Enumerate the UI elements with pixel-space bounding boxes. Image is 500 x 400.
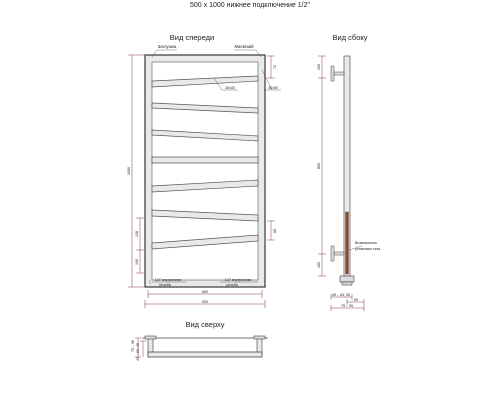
dim-side-top: 100 — [317, 64, 321, 70]
side-view — [317, 56, 380, 311]
front-view-title: Вид спереди — [169, 33, 215, 42]
dim-top-view-b: 45 – 63, 35 — [136, 343, 140, 361]
mayevsky-label: Маевский — [234, 44, 254, 49]
dim-right-gap: 68 — [273, 229, 277, 233]
heater-note-line2: установки тэна — [355, 247, 381, 251]
dim-top-view-a: 75 – 95 — [131, 340, 135, 352]
dim-side-depth-small: 45 – 63, 35 — [332, 293, 350, 297]
top-view-bar — [148, 352, 262, 357]
dim-width-outer: 530 — [202, 300, 208, 304]
thread-right-line1: 1/2" внутренняя — [224, 278, 252, 282]
drawing-title: 500 x 1000 нижнее подключение 1/2" — [190, 2, 310, 9]
thread-left-line1: 1/2" внутренняя — [154, 278, 182, 282]
dim-width-inner: 500 — [202, 290, 208, 294]
dim-side-depth-total: 75 – 95 — [341, 304, 353, 308]
dim-side-bottom: 100 — [317, 262, 321, 268]
profile-b-label: 30х50 — [268, 86, 278, 90]
dim-top-gap: 72 — [273, 65, 277, 69]
heater-element — [346, 212, 349, 274]
top-view — [131, 336, 268, 361]
dim-side-depth-mid: 60 — [354, 298, 358, 302]
top-view-title: Вид сверху — [185, 320, 225, 329]
thread-right-line2: резьба — [226, 283, 238, 287]
profile-a-label: 30х30 — [225, 86, 235, 90]
side-view-title: Вид сбоку — [332, 33, 368, 42]
dim-left-bottom: 100 — [135, 259, 139, 265]
front-view — [127, 44, 281, 308]
dim-side-mid: 800 — [317, 163, 321, 169]
crossbar-4 — [152, 157, 258, 163]
plug-label: Заглушка — [157, 44, 177, 49]
dim-height-total: 1000 — [127, 167, 131, 175]
heater-note-line1: Возможность — [355, 241, 378, 245]
thread-left-line2: резьба — [159, 283, 171, 287]
dim-left-lower: 138 — [135, 231, 139, 237]
